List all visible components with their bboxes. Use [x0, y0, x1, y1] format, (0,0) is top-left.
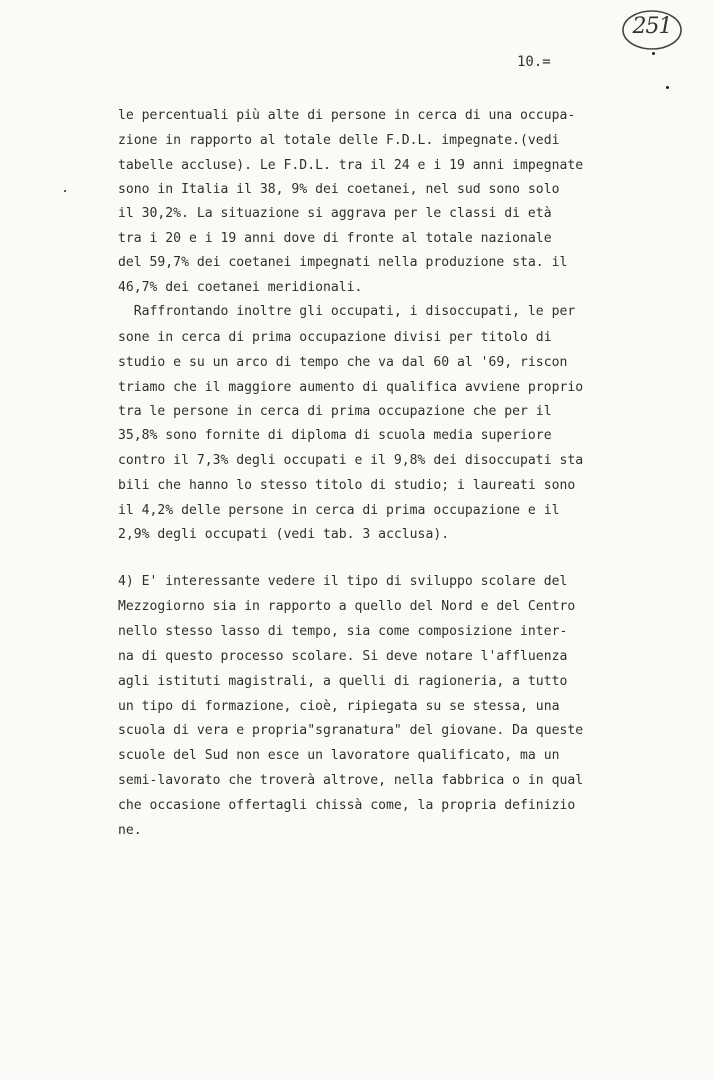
body-line: che occasione offertagli chissà come, la propria definizio: [118, 798, 576, 813]
body-line: scuola di vera e propria"sgranatura" del giovane. Da queste: [118, 723, 584, 738]
mark-dot: [64, 190, 66, 192]
body-line: 4) E' interessante vedere il tipo di sviluppo scolare del: [118, 574, 568, 589]
body-line: tabelle accluse). Le F.D.L. tra il 24 e i 19 anni impegnate: [118, 158, 584, 173]
body-line: nello stesso lasso di tempo, sia come composizione inter-: [118, 624, 568, 639]
body-line: 2,9% degli occupati (vedi tab. 3 acclusa).: [118, 527, 450, 542]
body-line: un tipo di formazione, cioè, ripiegata su se stessa, una: [118, 699, 560, 714]
body-line: Raffrontando inoltre gli occupati, i disoccupati, le per: [118, 304, 576, 319]
body-line: 46,7% dei coetanei meridionali.: [118, 280, 363, 295]
body-line: 35,8% sono fornite di diploma di scuola media superiore: [118, 428, 552, 443]
stamp-number: 251: [632, 14, 672, 39]
body-line: il 4,2% delle persone in cerca di prima occupazione e il: [118, 503, 560, 518]
body-line: zione in rapporto al totale delle F.D.L. impegnate.(vedi: [118, 133, 560, 148]
mark-dot: [666, 86, 669, 89]
body-line: triamo che il maggiore aumento di qualifica avviene proprio: [118, 380, 584, 395]
body-line: le percentuali più alte di persone in cerca di una occupa-: [118, 108, 576, 123]
body-line: na di questo processo scolare. Si deve notare l'affluenza: [118, 649, 568, 664]
body-line: tra le persone in cerca di prima occupazione che per il: [118, 404, 552, 419]
body-line: tra i 20 e i 19 anni dove di fronte al totale nazionale: [118, 231, 552, 246]
body-line: il 30,2%. La situazione si aggrava per le classi di età: [118, 206, 552, 221]
body-line: ne.: [118, 823, 142, 838]
mark-dot: [652, 52, 655, 55]
body-line: Mezzogiorno sia in rapporto a quello del Nord e del Centro: [118, 599, 576, 614]
body-line: semi-lavorato che troverà altrove, nella fabbrica o in qual: [118, 773, 584, 788]
archive-stamp: [621, 8, 683, 52]
body-line: sone in cerca di prima occupazione divisi per titolo di: [118, 330, 552, 345]
body-line: bili che hanno lo stesso titolo di studio; i laureati sono: [118, 478, 576, 493]
body-line: contro il 7,3% degli occupati e il 9,8% dei disoccupati sta: [118, 453, 584, 468]
body-line: studio e su un arco di tempo che va dal 60 al '69, riscon: [118, 355, 568, 370]
body-line: sono in Italia il 38, 9% dei coetanei, nel sud sono solo: [118, 182, 560, 197]
body-line: agli istituti magistrali, a quelli di ragioneria, a tutto: [118, 674, 568, 689]
page-number: 10.=: [517, 54, 551, 70]
body-line: scuole del Sud non esce un lavoratore qualificato, ma un: [118, 748, 560, 763]
body-line: del 59,7% dei coetanei impegnati nella produzione sta. il: [118, 255, 568, 270]
